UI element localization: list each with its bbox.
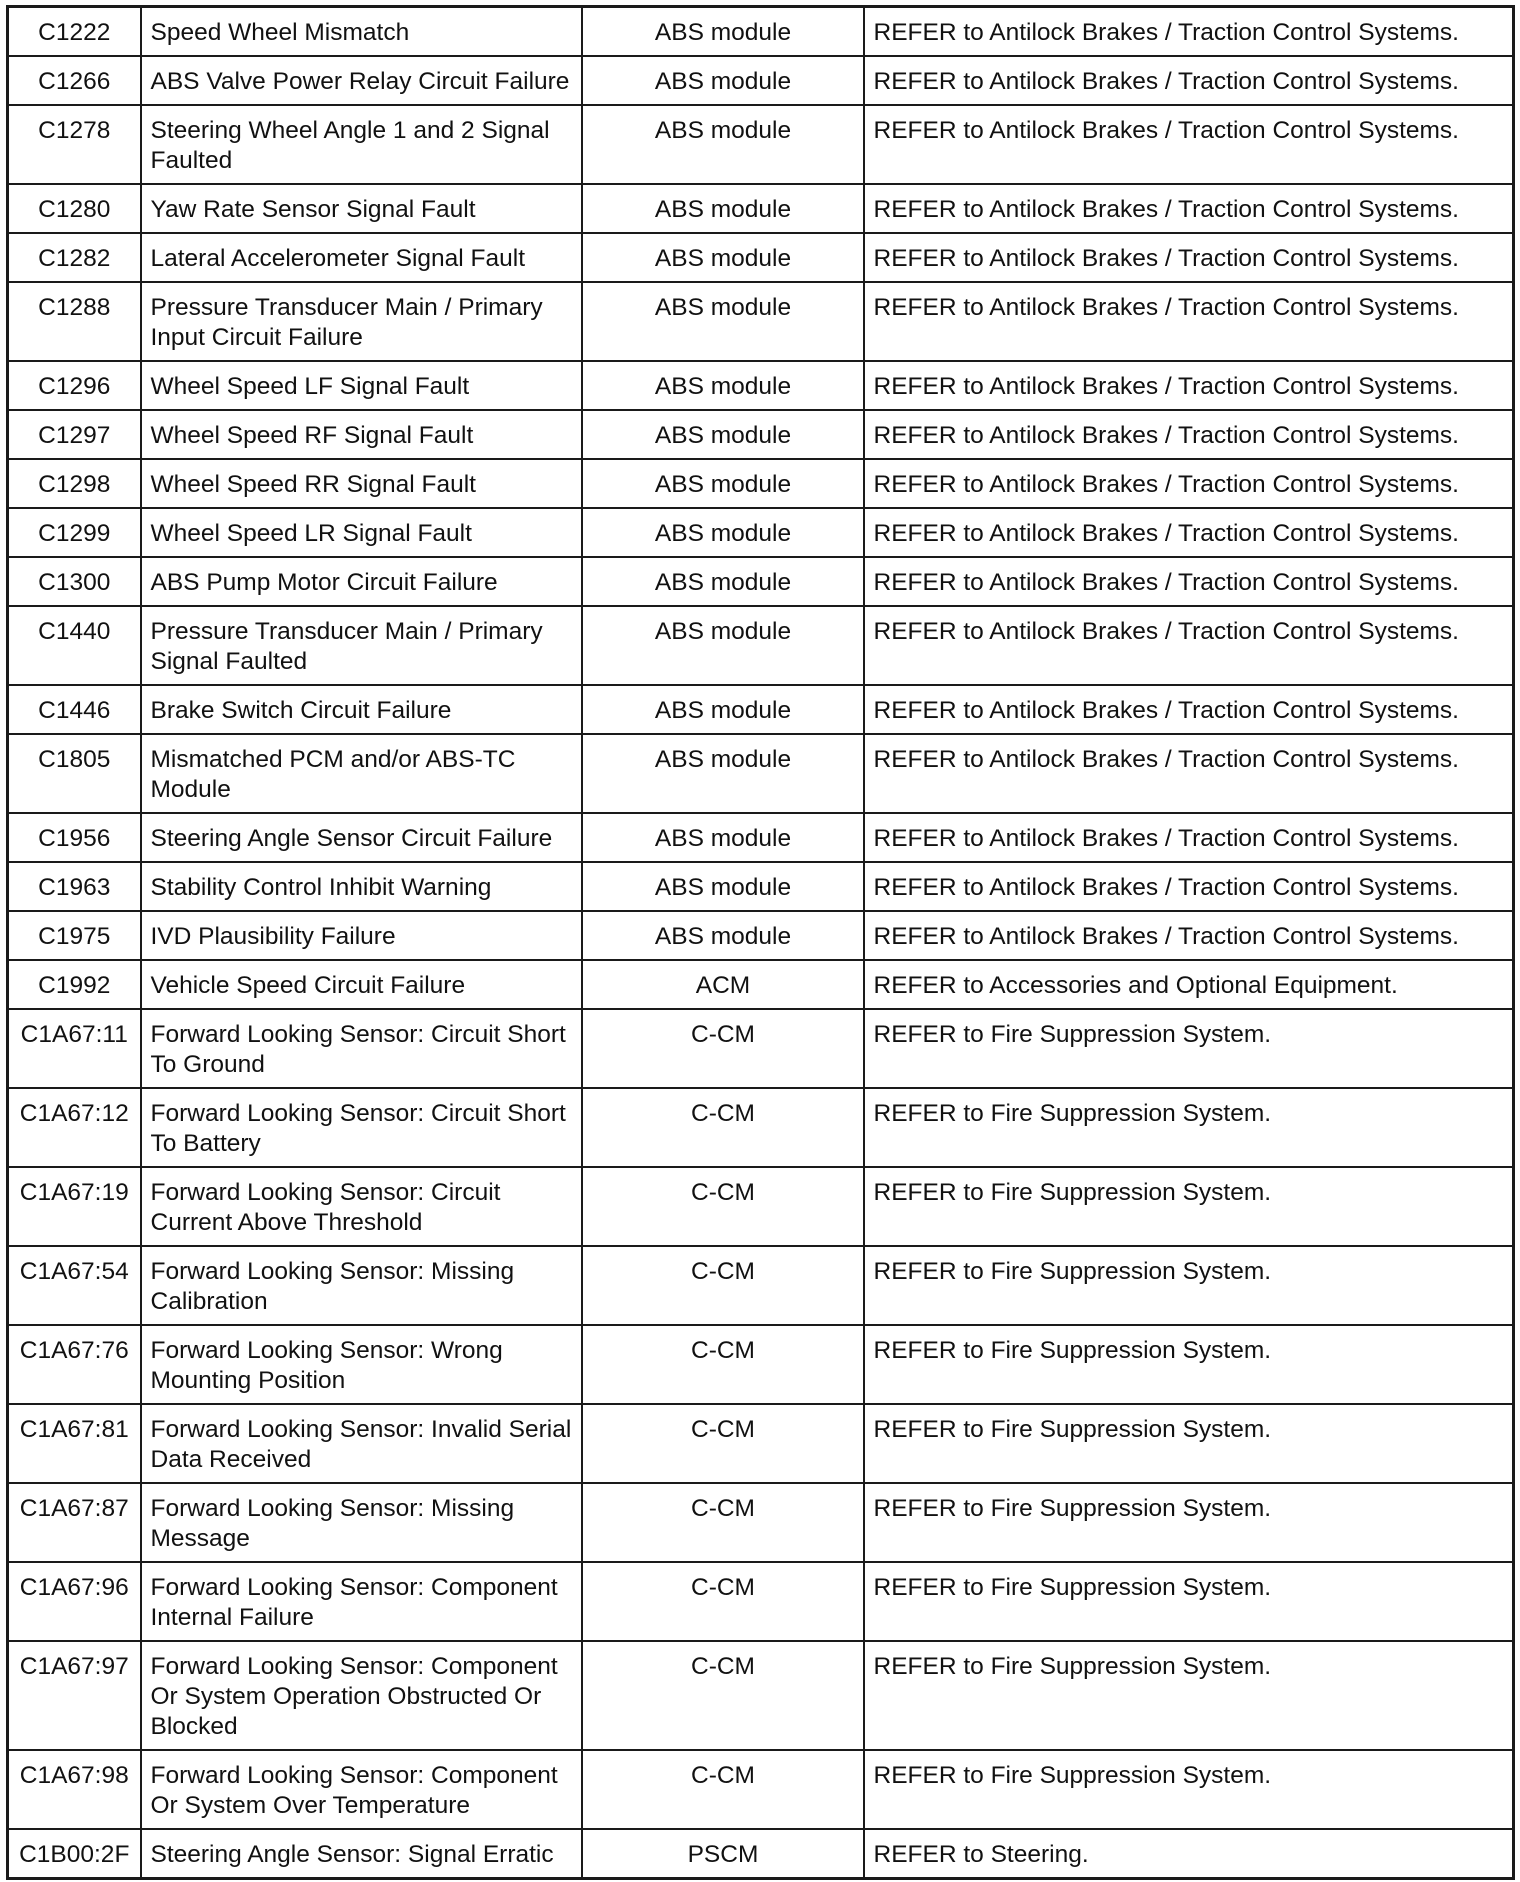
dtc-action-cell: REFER to Fire Suppression System. [864,1167,1514,1246]
table-row [8,1246,1514,1325]
dtc-table-body [8,7,1514,1879]
dtc-description-cell: Mismatched PCM and/or ABS-TC Module [141,734,582,813]
table-row [8,911,1514,960]
dtc-code-cell: C1266 [8,56,141,105]
dtc-description-cell: IVD Plausibility Failure [141,911,582,960]
table-row [8,1088,1514,1167]
table-row [8,105,1514,184]
dtc-code-cell: C1A67:12 [8,1088,141,1167]
dtc-code-cell: C1288 [8,282,141,361]
table-row [8,1325,1514,1404]
dtc-action-cell: REFER to Antilock Brakes / Traction Control Systems. [864,410,1514,459]
dtc-action-cell: REFER to Antilock Brakes / Traction Control Systems. [864,233,1514,282]
dtc-description-cell: Forward Looking Sensor: Invalid Serial Data Received [141,1404,582,1483]
dtc-action-cell: REFER to Fire Suppression System. [864,1009,1514,1088]
dtc-action-cell: REFER to Antilock Brakes / Traction Control Systems. [864,56,1514,105]
dtc-source-cell: ABS module [582,410,864,459]
dtc-code-cell: C1963 [8,862,141,911]
table-row [8,282,1514,361]
dtc-description-cell: Steering Angle Sensor Circuit Failure [141,813,582,862]
dtc-source-cell: ABS module [582,459,864,508]
dtc-action-cell: REFER to Antilock Brakes / Traction Control Systems. [864,911,1514,960]
dtc-code-cell: C1298 [8,459,141,508]
dtc-code-cell: C1A67:87 [8,1483,141,1562]
dtc-code-cell: C1440 [8,606,141,685]
dtc-source-cell: ABS module [582,685,864,734]
dtc-source-cell: C-CM [582,1088,864,1167]
table-row [8,960,1514,1009]
dtc-source-cell: C-CM [582,1167,864,1246]
dtc-code-cell: C1278 [8,105,141,184]
dtc-code-cell: C1280 [8,184,141,233]
dtc-action-cell: REFER to Fire Suppression System. [864,1562,1514,1641]
dtc-action-cell: REFER to Antilock Brakes / Traction Control Systems. [864,459,1514,508]
dtc-code-cell: C1A67:98 [8,1750,141,1829]
dtc-action-cell: REFER to Fire Suppression System. [864,1483,1514,1562]
dtc-source-cell: ABS module [582,7,864,57]
dtc-description-cell: Pressure Transducer Main / Primary Input Circuit Failure [141,282,582,361]
dtc-code-cell: C1296 [8,361,141,410]
dtc-description-cell: Wheel Speed RF Signal Fault [141,410,582,459]
table-row [8,606,1514,685]
dtc-source-cell: ABS module [582,734,864,813]
dtc-action-cell: REFER to Fire Suppression System. [864,1246,1514,1325]
dtc-code-cell: C1A67:97 [8,1641,141,1750]
dtc-action-cell: REFER to Antilock Brakes / Traction Control Systems. [864,282,1514,361]
dtc-description-cell: Steering Angle Sensor: Signal Erratic [141,1829,582,1879]
table-row [8,685,1514,734]
dtc-source-cell: ABS module [582,862,864,911]
dtc-code-cell: C1805 [8,734,141,813]
dtc-source-cell: ABS module [582,557,864,606]
dtc-source-cell: ABS module [582,56,864,105]
dtc-description-cell: Vehicle Speed Circuit Failure [141,960,582,1009]
dtc-code-cell: C1A67:19 [8,1167,141,1246]
dtc-description-cell: Pressure Transducer Main / Primary Signal Faulted [141,606,582,685]
dtc-description-cell: Forward Looking Sensor: Circuit Short To Ground [141,1009,582,1088]
dtc-description-cell: Speed Wheel Mismatch [141,7,582,57]
table-row [8,557,1514,606]
dtc-source-cell: C-CM [582,1325,864,1404]
dtc-source-cell: ABS module [582,361,864,410]
dtc-description-cell: Forward Looking Sensor: Missing Calibration [141,1246,582,1325]
dtc-description-cell: Wheel Speed LR Signal Fault [141,508,582,557]
dtc-source-cell: C-CM [582,1641,864,1750]
dtc-description-cell: Stability Control Inhibit Warning [141,862,582,911]
dtc-action-cell: REFER to Fire Suppression System. [864,1641,1514,1750]
dtc-code-cell: C1A67:81 [8,1404,141,1483]
dtc-code-cell: C1A67:54 [8,1246,141,1325]
dtc-source-cell: C-CM [582,1750,864,1829]
table-row [8,813,1514,862]
dtc-code-cell: C1282 [8,233,141,282]
dtc-action-cell: REFER to Antilock Brakes / Traction Control Systems. [864,862,1514,911]
dtc-code-cell: C1A67:11 [8,1009,141,1088]
dtc-action-cell: REFER to Fire Suppression System. [864,1088,1514,1167]
dtc-code-cell: C1992 [8,960,141,1009]
dtc-action-cell: REFER to Antilock Brakes / Traction Control Systems. [864,685,1514,734]
dtc-source-cell: ABS module [582,813,864,862]
table-row [8,1009,1514,1088]
dtc-action-cell: REFER to Antilock Brakes / Traction Control Systems. [864,606,1514,685]
dtc-description-cell: Steering Wheel Angle 1 and 2 Signal Faulted [141,105,582,184]
dtc-source-cell: ACM [582,960,864,1009]
table-row [8,184,1514,233]
dtc-description-cell: Brake Switch Circuit Failure [141,685,582,734]
table-row [8,1750,1514,1829]
dtc-description-cell: ABS Valve Power Relay Circuit Failure [141,56,582,105]
dtc-table [6,5,1515,1880]
dtc-description-cell: Yaw Rate Sensor Signal Fault [141,184,582,233]
dtc-source-cell: ABS module [582,184,864,233]
table-row [8,459,1514,508]
dtc-code-cell: C1222 [8,7,141,57]
table-row [8,1641,1514,1750]
dtc-action-cell: REFER to Antilock Brakes / Traction Control Systems. [864,508,1514,557]
table-row [8,508,1514,557]
dtc-source-cell: PSCM [582,1829,864,1879]
dtc-code-cell: C1A67:96 [8,1562,141,1641]
dtc-description-cell: Forward Looking Sensor: Component Or System Operation Obstructed Or Blocked [141,1641,582,1750]
dtc-description-cell: Forward Looking Sensor: Component Or System Over Temperature [141,1750,582,1829]
dtc-action-cell: REFER to Antilock Brakes / Traction Control Systems. [864,184,1514,233]
dtc-description-cell: ABS Pump Motor Circuit Failure [141,557,582,606]
dtc-source-cell: C-CM [582,1246,864,1325]
dtc-description-cell: Forward Looking Sensor: Circuit Current Above Threshold [141,1167,582,1246]
dtc-action-cell: REFER to Antilock Brakes / Traction Control Systems. [864,557,1514,606]
dtc-code-cell: C1A67:76 [8,1325,141,1404]
table-row [8,233,1514,282]
dtc-source-cell: ABS module [582,508,864,557]
table-row [8,7,1514,57]
dtc-source-cell: ABS module [582,105,864,184]
dtc-description-cell: Wheel Speed LF Signal Fault [141,361,582,410]
dtc-description-cell: Forward Looking Sensor: Wrong Mounting Position [141,1325,582,1404]
dtc-action-cell: REFER to Antilock Brakes / Traction Control Systems. [864,813,1514,862]
dtc-action-cell: REFER to Fire Suppression System. [864,1325,1514,1404]
dtc-source-cell: ABS module [582,606,864,685]
dtc-description-cell: Forward Looking Sensor: Component Internal Failure [141,1562,582,1641]
dtc-description-cell: Forward Looking Sensor: Circuit Short To Battery [141,1088,582,1167]
dtc-source-cell: ABS module [582,282,864,361]
dtc-code-cell: C1975 [8,911,141,960]
dtc-action-cell: REFER to Fire Suppression System. [864,1750,1514,1829]
table-row [8,56,1514,105]
dtc-source-cell: C-CM [582,1009,864,1088]
dtc-action-cell: REFER to Accessories and Optional Equipment. [864,960,1514,1009]
table-row [8,1404,1514,1483]
table-row [8,1167,1514,1246]
dtc-source-cell: C-CM [582,1404,864,1483]
dtc-action-cell: REFER to Antilock Brakes / Traction Control Systems. [864,7,1514,57]
dtc-source-cell: C-CM [582,1483,864,1562]
table-row [8,734,1514,813]
table-row [8,1829,1514,1879]
dtc-action-cell: REFER to Fire Suppression System. [864,1404,1514,1483]
dtc-source-cell: ABS module [582,233,864,282]
dtc-code-cell: C1446 [8,685,141,734]
table-row [8,361,1514,410]
dtc-source-cell: ABS module [582,911,864,960]
dtc-action-cell: REFER to Antilock Brakes / Traction Control Systems. [864,105,1514,184]
dtc-code-cell: C1299 [8,508,141,557]
dtc-action-cell: REFER to Antilock Brakes / Traction Control Systems. [864,361,1514,410]
table-row [8,1483,1514,1562]
dtc-description-cell: Lateral Accelerometer Signal Fault [141,233,582,282]
table-row [8,1562,1514,1641]
dtc-code-cell: C1297 [8,410,141,459]
dtc-code-cell: C1956 [8,813,141,862]
table-row [8,862,1514,911]
dtc-code-cell: C1B00:2F [8,1829,141,1879]
dtc-description-cell: Forward Looking Sensor: Missing Message [141,1483,582,1562]
dtc-action-cell: REFER to Steering. [864,1829,1514,1879]
table-row [8,410,1514,459]
dtc-code-cell: C1300 [8,557,141,606]
dtc-action-cell: REFER to Antilock Brakes / Traction Control Systems. [864,734,1514,813]
dtc-source-cell: C-CM [582,1562,864,1641]
dtc-description-cell: Wheel Speed RR Signal Fault [141,459,582,508]
